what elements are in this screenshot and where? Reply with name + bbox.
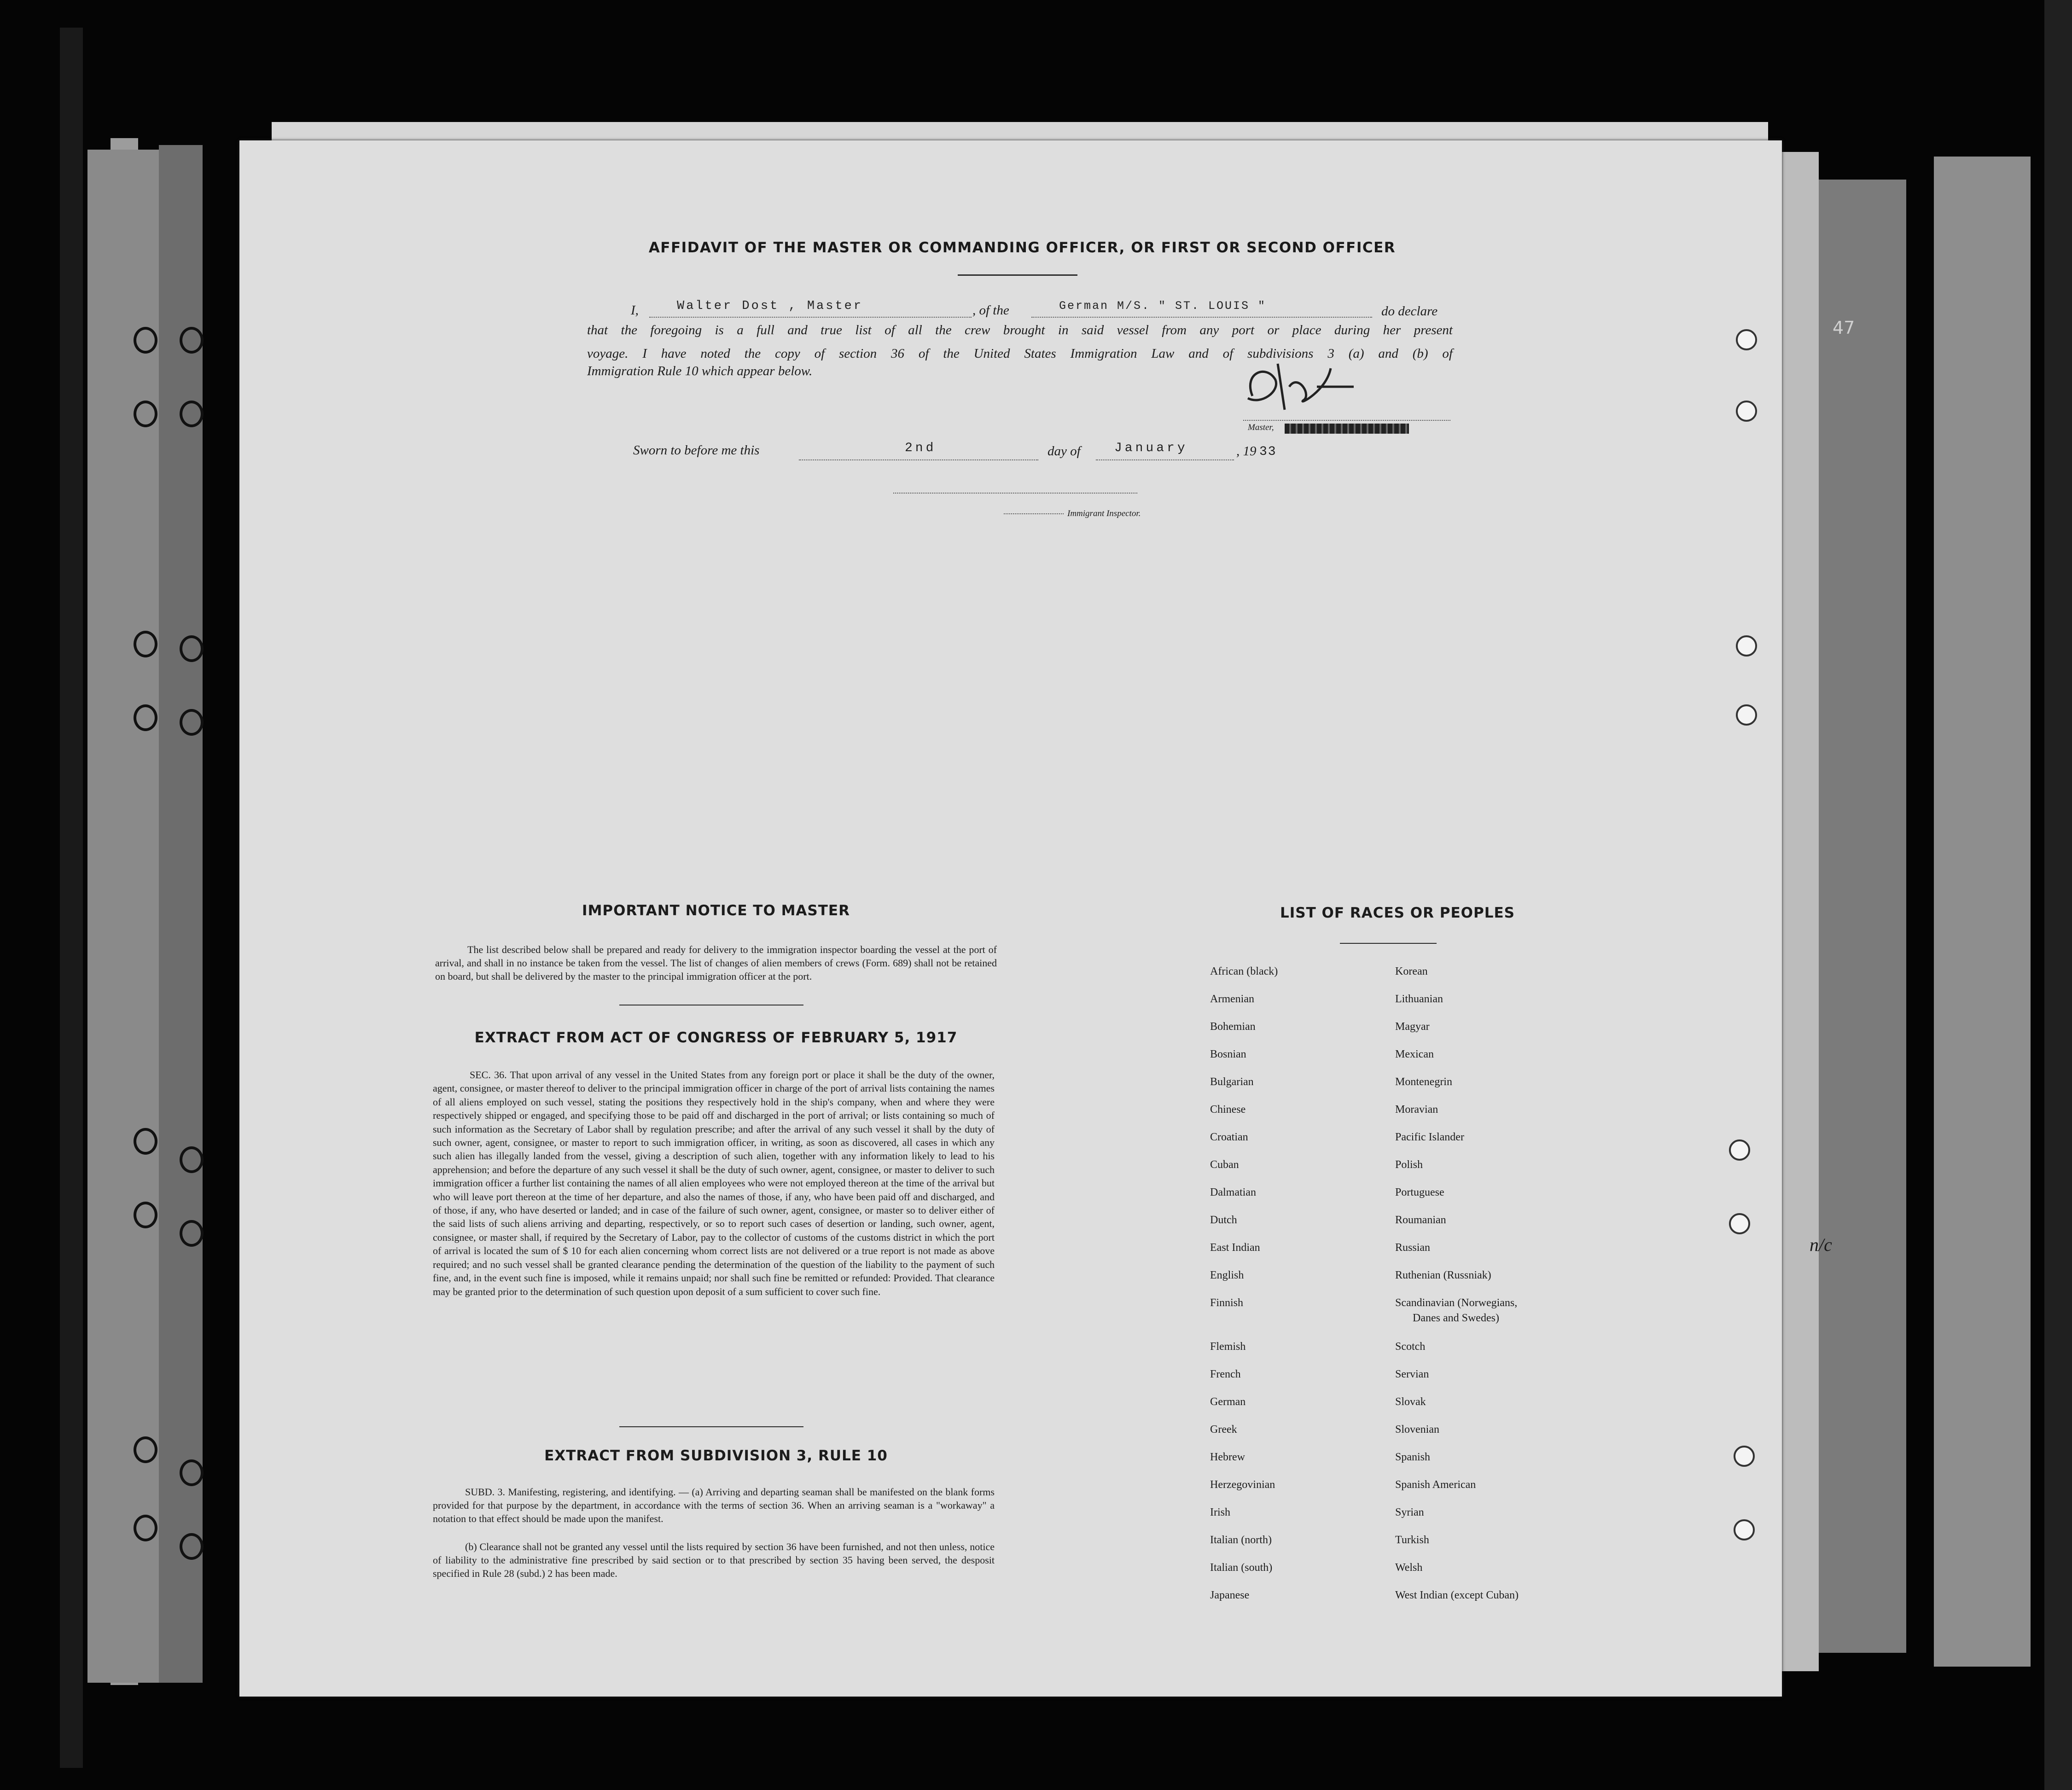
inspector-line (1004, 509, 1064, 514)
name-field (649, 300, 972, 318)
sworn-label: Sworn to before me this (633, 443, 760, 458)
race-item: Slovak (1395, 1396, 1426, 1408)
race-item: Herzegovinian (1210, 1479, 1275, 1491)
race-item: Montenegrin (1395, 1076, 1452, 1088)
race-item: African (black) (1210, 965, 1278, 977)
binder-ring (134, 704, 157, 731)
race-item: Chinese (1210, 1104, 1246, 1116)
section-rule (619, 1426, 803, 1427)
races-heading: LIST OF RACES OR PEOPLES (1280, 905, 1515, 921)
binder-ring (180, 709, 204, 736)
binder-ring (134, 401, 157, 427)
race-item: French (1210, 1368, 1241, 1380)
binder-ring (180, 401, 204, 427)
race-item: Spanish American (1395, 1479, 1476, 1491)
do-declare-label: do declare (1381, 304, 1438, 319)
race-item: Scandinavian (Norwegians, (1395, 1297, 1518, 1309)
affidavit-i: I, (631, 303, 639, 318)
sworn-month: January (1114, 441, 1188, 455)
race-item: Bulgarian (1210, 1076, 1254, 1088)
binder-ring (180, 327, 204, 354)
punch-hole (1736, 329, 1757, 350)
race-item: Portuguese (1395, 1186, 1444, 1198)
punch-hole (1736, 704, 1757, 726)
race-item: Magyar (1395, 1021, 1430, 1033)
struck-out-text (1285, 424, 1409, 434)
race-item: Flemish (1210, 1341, 1246, 1353)
binder-ring (134, 1128, 157, 1155)
rule-para-b: (b) Clearance shall not be granted any vessel until the lists required by section 36 have been furnished, and not then unless, notice of liability to the administrative fine prescribed by said section or to that prescribed by section 35 having been served, the desposit specified in Rule 28 (subd.) 2 has been made. (433, 1541, 995, 1579)
race-item: Italian (south) (1210, 1562, 1273, 1574)
race-item: German (1210, 1396, 1246, 1408)
race-item: Lithuanian (1395, 993, 1443, 1005)
binder-ring (134, 631, 157, 657)
master-signature-line (1243, 414, 1450, 421)
race-item: Ruthenian (Russniak) (1395, 1269, 1491, 1281)
race-item: Roumanian (1395, 1214, 1446, 1226)
binder-ring (180, 635, 204, 662)
affidavit-line-2: that the foregoing is a full and true list of all the crew brought in said vessel from any port or place during her present (587, 323, 1453, 337)
punch-hole (1734, 1519, 1755, 1540)
master-signature (1234, 355, 1354, 419)
binder-ring (180, 1220, 204, 1247)
race-item: Bohemian (1210, 1021, 1256, 1033)
race-item: Irish (1210, 1506, 1230, 1518)
notice-text: The list described below shall be prepared and ready for delivery to the immigration inspector boarding the vessel at the port of arrival, and shall in no instance be taken from the vessel. The list of changes of alien members of crews (Form. 689) shall not be retained on board, but shall be delivered by the master to the principal immigration officer at the port. (435, 944, 997, 982)
notice-heading: IMPORTANT NOTICE TO MASTER (582, 902, 850, 919)
race-item: Syrian (1395, 1506, 1424, 1518)
race-item: East Indian (1210, 1242, 1260, 1254)
act-text: SEC. 36. That upon arrival of any vessel in the United States from any foreign port or place it shall be the duty of the owner, agent, consignee, or master thereof to deliver to the principal immigration officer in charge of the port of arrival lists containing the names of all aliens employed on such vessel, stating the positions they respectively hold in the ship's company, when and where they were respectively shipped or engaged, and specifying those to be paid off and discharged in the port of arrival; or lists containing so much of such information as the Secretary of Labor shall by regulation prescribe; and after the arrival of any such vessel it shall by the duty of such owner, agent, consignee, or master to report to such immigration officer, in writing, as soon as discovered, all cases in which any such alien has illegally landed from the vessel, giving a description of such alien, together with any information likely to lead to his apprehension; and before the departure of any such vessel it shall be the duty of such owner, agent, consignee, or master to deliver to such immigration officer a further list containing the names of all alien employees who were not employed thereon at the time of the arrival but who will leave port thereon at the time of her departure, and also the names of those, if any, who have been paid off and discharged, and of those, if any, who have deserted or landed; and in case of the failure of such owner, agent, consignee, or master so to deliver either of the said lists of such aliens arriving and departing, respectively, or so to report such cases of desertion or landing, such owner, agent, consignee, or master shall, if required by the Secretary of Labor, pay to the collector of customs of the customs district in which the port of arrival is located the sum of $ 10 for each alien concerning whom correct lists are not delivered or a true report is not made as above required; and no such vessel shall be granted clearance pending the determination of the question of the liability to the payment of such fine, and, in the event such fine is imposed, while it remains unpaid; nor shall such fine be remitted or refunded: Provided. That clearance may be granted prior to the determination of such question upon deposit of a sum sufficient to cover such fine. (433, 1069, 995, 1297)
race-item: Japanese (1210, 1589, 1250, 1601)
next-page-strip (1819, 180, 1906, 1653)
film-border-left (60, 28, 83, 1768)
punch-hole (1736, 635, 1757, 657)
film-border-right (2044, 0, 2072, 1790)
race-item: Hebrew (1210, 1451, 1245, 1463)
race-item: Polish (1395, 1159, 1423, 1171)
races-rule (1340, 943, 1437, 944)
race-item: Turkish (1395, 1534, 1429, 1546)
race-item: Mexican (1395, 1048, 1434, 1060)
race-item: Armenian (1210, 993, 1254, 1005)
race-item: Welsh (1395, 1562, 1423, 1574)
inspector-signature-line (893, 488, 1137, 494)
race-item: Cuban (1210, 1159, 1239, 1171)
race-item: Moravian (1395, 1104, 1438, 1116)
sworn-month-field (1096, 443, 1234, 460)
binder-strip (159, 145, 203, 1683)
race-item: Dutch (1210, 1214, 1237, 1226)
race-item: Croatian (1210, 1131, 1248, 1143)
race-item: Dalmatian (1210, 1186, 1256, 1198)
master-name: Walter Dost , Master (677, 299, 863, 313)
race-item: Spanish (1395, 1451, 1431, 1463)
rule-para-a: SUBD. 3. Manifesting, registering, and identifying. — (a) Arriving and departing seaman shall be manifested on the blank forms provided for that purpose by the department, in accordance with the terms of section 36. When an arriving seaman is a "workaway" a notation to that effect should be made upon the manifest. (433, 1486, 995, 1524)
next-page-strip (1934, 157, 2031, 1667)
binder-ring (134, 1436, 157, 1463)
race-item: Servian (1395, 1368, 1429, 1380)
race-item: Italian (north) (1210, 1534, 1272, 1546)
punch-hole (1734, 1446, 1755, 1467)
race-item: Slovenian (1395, 1424, 1439, 1435)
punch-hole (1729, 1139, 1750, 1161)
margin-note: n/c (1810, 1234, 1832, 1255)
race-item: West Indian (except Cuban) (1395, 1589, 1519, 1601)
vessel-name: German M/S. " ST. LOUIS " (1059, 299, 1267, 313)
year-prefix: , 19 (1236, 444, 1257, 459)
day-of-label: day of (1048, 444, 1081, 459)
binder-ring (180, 1146, 204, 1173)
punch-hole (1729, 1213, 1750, 1234)
binder-ring (180, 1459, 204, 1486)
inspector-label: Immigrant Inspector. (1067, 509, 1141, 518)
title-rule (958, 274, 1077, 276)
affidavit-line-3: voyage. I have noted the copy of section 36 of the United States Immigration Law and of subdivisions 3 (a) and (b) of (587, 346, 1453, 361)
race-item: Scotch (1395, 1341, 1426, 1353)
race-item: Greek (1210, 1424, 1237, 1435)
race-item: Russian (1395, 1242, 1431, 1254)
sworn-day: 2nd (905, 441, 937, 455)
race-item: Finnish (1210, 1297, 1244, 1309)
act-heading: EXTRACT FROM ACT OF CONGRESS OF FEBRUARY 5, 1917 (474, 1029, 958, 1046)
sworn-year: 33 (1259, 445, 1277, 459)
affidavit-title: AFFIDAVIT OF THE MASTER OR COMMANDING OFFICER, OR FIRST OR SECOND OFFICER (648, 239, 1396, 256)
punch-hole (1736, 401, 1757, 422)
race-item: Danes and Swedes) (1413, 1312, 1499, 1324)
page-number: 47 (1833, 318, 1855, 338)
affidavit-line-4: Immigration Rule 10 which appear below. (587, 364, 813, 378)
sworn-day-field (799, 443, 1038, 460)
race-item: Bosnian (1210, 1048, 1246, 1060)
page-edge (1782, 152, 1819, 1671)
race-item: Korean (1395, 965, 1428, 977)
binder-ring (180, 1533, 204, 1560)
vessel-field (1031, 300, 1372, 318)
race-item: English (1210, 1269, 1244, 1281)
master-label: Master, (1248, 423, 1274, 432)
binder-ring (134, 1202, 157, 1228)
binder-ring (134, 1515, 157, 1541)
race-item: Pacific Islander (1395, 1131, 1464, 1143)
of-the-label: , of the (972, 303, 1009, 318)
binder-ring (134, 327, 157, 354)
rule-heading: EXTRACT FROM SUBDIVISION 3, RULE 10 (544, 1447, 888, 1464)
